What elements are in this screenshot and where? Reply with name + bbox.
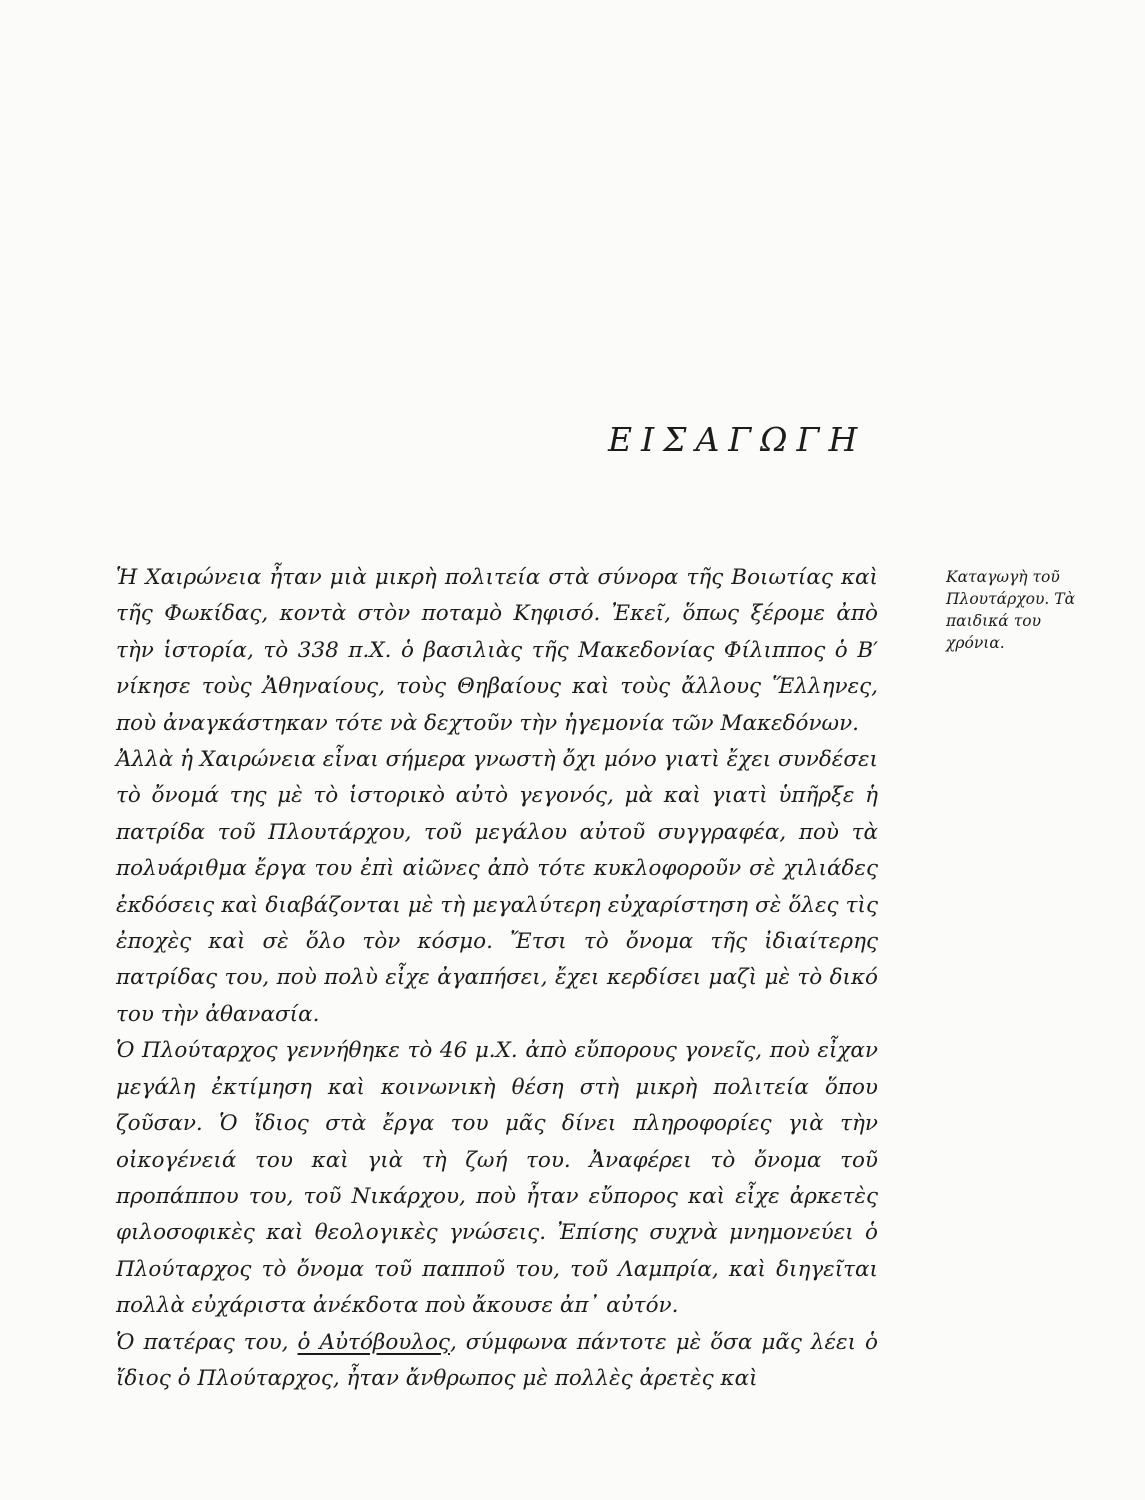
underlined-name: ὁ Αὐτόβουλος [297,1329,450,1355]
paragraph-3: Ὁ Πλούταρχος γεννήθηκε τὸ 46 μ.Χ. ἀπὸ εὔπορους γονεῖς, ποὺ εἶχαν μεγάλη ἐκτίμηση καὶ κοινωνικὴ θέση στὴ μικρὴ πολιτεία ὅπου ζοῦσαν. Ὁ ἴδιος στὰ ἔργα του μᾶς δίνει πληροφορίες γιὰ τὴν οἰκογένειά του καὶ γιὰ τὴ ζωή του. Ἀναφέρει τὸ ὄνομα τοῦ προπάππου του, τοῦ Νικάρχου, ποὺ ἦταν εὔπορος καὶ εἶχε ἀρκετὲς φιλοσοφικὲς καὶ θεολογικὲς γνώσεις. Ἐπίσης συχνὰ μνημονεύει ὁ Πλούταρχος τὸ ὄνομα τοῦ παπποῦ του, τοῦ Λαμπρία, καὶ διηγεῖται πολλὰ εὐχάριστα ἀνέκδοτα ποὺ ἄκουσε ἀπ᾽ αὐτόν. [116,1038,878,1319]
paragraph-2: Ἀλλὰ ἡ Χαιρώνεια εἶναι σήμερα γνωστὴ ὄχι μόνο γιατὶ ἔχει συνδέσει τὸ ὄνομά της μὲ τὸ ἱστορικὸ αὐτὸ γεγονός, μὰ καὶ γιατὶ ὑπῆρξε ἡ πατρίδα τοῦ Πλουτάρχου, τοῦ μεγάλου αὐτοῦ συγγραφέα, ποὺ τὰ πολυάριθμα ἔργα του ἐπὶ αἰῶνες ἀπὸ τότε κυκλοφοροῦν σὲ χιλιάδες ἐκδόσεις καὶ διαβάζονται μὲ τὴ μεγαλύτερη εὐχαρίστηση σὲ ὅλες τὶς ἐποχὲς καὶ σὲ ὅλο τὸν κόσμο. Ἔτσι τὸ ὄνομα τῆς ἰδιαίτερης πατρίδας του, ποὺ πολὺ εἶχε ἀγαπήσει, ἔχει κερδίσει μαζὶ μὲ τὸ δικό του τὴν ἀθανασία. [116,747,878,1027]
body-text [116,560,878,1397]
paragraph-4 [116,1325,878,1398]
margin-note: Καταγωγὴ τοῦ Πλουτάρχου. Τὰ παιδικά του χρόνια. [946,568,1076,652]
chapter-heading: ΕΙΣΑΓΩΓΗ [608,420,867,459]
paragraph-4-end: , σύμφωνα πάντοτε μὲ ὅσα μᾶς λέει ὁ ἴδιος ὁ Πλούταρχος, ἦταν ἄνθρωπος μὲ πολλὲς ἀρετὲς καὶ [116,1329,878,1391]
paragraph-4-start: Ὁ πατέρας του, [116,1329,298,1355]
paragraph-1: Ἡ Χαιρώνεια ἦταν μιὰ μικρὴ πολιτεία στὰ σύνορα τῆς Βοιωτίας καὶ τῆς Φωκίδας, κοντὰ στὸν ποταμὸ Κηφισό. Ἐκεῖ, ὅπως ξέρομε ἀπὸ τὴν ἱστορία, τὸ 338 π.Χ. ὁ βασιλιὰς τῆς Μακεδονίας Φίλιππος ὁ Β′ νίκησε τοὺς Ἀθηναίους, τοὺς Θηβαίους καὶ τοὺς ἄλλους Ἕλληνες, ποὺ ἀναγκάστηκαν τότε νὰ δεχτοῦν τὴν ἡγεμονία τῶν Μακεδόνων. [116,565,878,736]
